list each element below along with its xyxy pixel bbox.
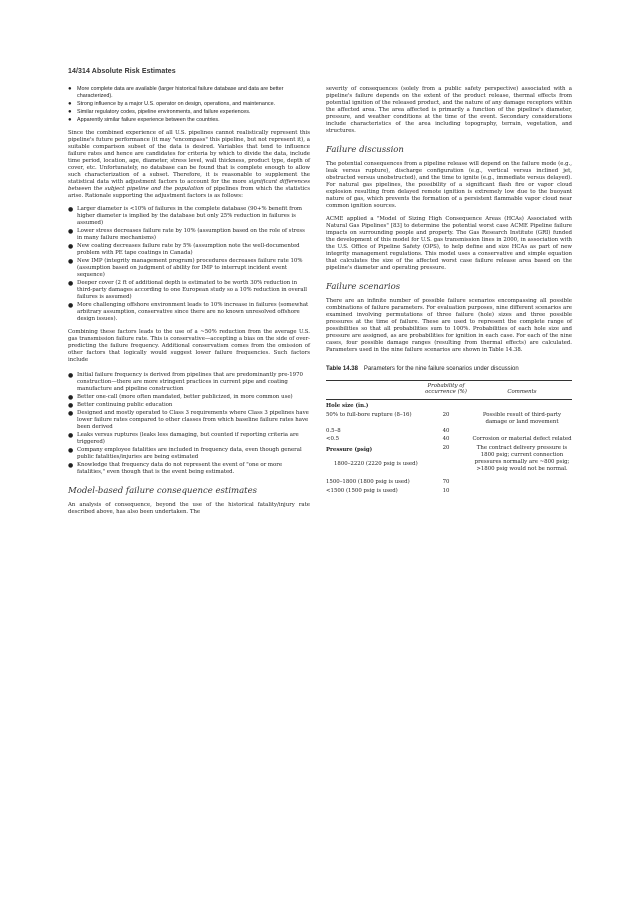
table-group-row [326,400,572,411]
list-item: ● Better continuing public education [68,402,173,409]
group-label-pressure: Pressure (psig) [326,447,373,454]
table-row [326,435,572,444]
paragraph-severity: severity of consequences (solely from a public safety perspective) associated with a pipeline's failure depends on the extent of the product release, thermal effects from potential ignition of the released product, and the nature of any damage receptors within the affected area. The area affected is primarily a function of the pipeline's diameter, pressure, and weather conditions at the time of the event. Secondary considerations include characteristics of the area including topography, terrain, vegetation, and structures. [326,86,572,134]
list-item: ● Leaks versus ruptures (leaks less damaging, but counted if reporting criteria are triggered) [68,432,299,445]
row-label: 1500–1800 (1800 psig is used) [326,479,410,486]
row-label: 1800–2220 (2220 psig is used) [334,461,418,468]
emphasis-text: significant differences between the subject pipeline and the population [68,179,310,192]
table-group-row [326,444,572,460]
bullet-icon: ● [68,101,72,107]
list-item: ● Strong influence by a major U.S. operator on design, operations, and maintenance. [68,101,276,107]
list-item: ● Knowledge that frequency data do not represent the event of "one or more fatalities," even though that is the event being estimated. [68,462,283,475]
paragraph-comparison-subset: Since the combined experience of all U.S. pipelines cannot realistically represent this pipeline's future performance (it may "encompass" this pipeline, but not represent it), a suitable comparison subset of the data is desired. Variables that tend to influence failure rates and hence are candidates for criteria by which to divide the data, include time period, location, age, diameter, stress level, wall thickness, product type, depth of cover, etc. Unfortunately, no database can be found that is complete enough to allow such characterization of a subset. Therefore, it is reasonable to supplement the statistical data with adjustment factors to account for the more significant differences between the subject pipeline and the population of pipelines from which the statistics arise. Rationale supporting the adjustment factors is as follows: [68,130,310,199]
table-header-row [326,380,572,400]
list-item: ● Similar regulatory codes, pipeline environments, and failure experiences. [68,109,251,115]
bullet-icon: ● [68,228,74,235]
list-item: ● Company employee fatalities are included in frequency data, even though general public fatalities/injuries are being estimated [68,447,302,460]
list-item: ● Deeper cover (2 ft of additional depth is estimated to be worth 30% reduction in third-party damages according to one European study so a 10% reduction in overall failures is assumed) [68,280,308,300]
section-heading-failure-scenarios: Failure scenarios [326,282,401,292]
bullet-icon: ● [68,243,74,250]
intro-bullet-list [68,86,310,124]
row-comment: Possible result of third-party damage or land movement [482,411,562,425]
row-probability: 40 [442,427,450,434]
other-factor-list [68,372,310,476]
bullet-icon: ● [68,372,74,379]
bullet-icon: ● [68,206,74,213]
row-comment [472,487,572,496]
row-label: <1500 (1500 psig is used) [326,488,398,495]
bullet-icon: ● [68,258,74,265]
bullet-icon: ● [68,86,72,92]
row-label: 50% to full-bore rupture (8–16) [326,411,412,418]
right-column [326,86,572,496]
table-row [326,487,572,496]
column-header-comments: Comments [507,389,537,396]
bullet-icon: ● [68,302,74,309]
table-caption [326,366,572,374]
list-item: ● Designed and mostly operated to Class 3 requirements where Class 3 pipelines have lower failure rates compared to other classes from which baseline failure rates have been derived [68,410,309,430]
list-item: ● New coating decreases failure rate by 5% (assumption note the well-documented problem with PE tape coatings in Canada) [68,243,300,256]
bullet-icon: ● [68,462,74,469]
row-probability: 10 [442,488,450,495]
row-probability: 20 [442,411,450,418]
column-header-empty [326,380,420,400]
table-row [326,473,572,487]
list-item: ● More complete data are available (larger historical failure database and data are better characterized). [68,86,284,99]
row-label: <0.5 [326,436,340,443]
bullet-icon: ● [68,447,74,454]
bullet-icon: ● [68,280,74,287]
list-item: ● Larger diameter is <10% of failures in the complete database (90+% benefit from higher diameter is implied by the database but only 25% reduction in failures is assumed) [68,206,303,226]
parameters-table [326,380,572,496]
bullet-icon: ● [68,410,74,417]
row-comment: The contract delivery pressure is 1800 psig; current connection pressures normally are ~800 psig; >1800 psig would not be normal. [474,445,570,472]
row-comment [472,427,572,436]
section-heading-model-based: Model-based failure consequence estimates [68,486,257,496]
paragraph-consequence-analysis: An analysis of consequence, beyond the use of the historical fatality/injury rate described above, has also been undertaken. The [68,502,310,515]
bullet-icon: ● [68,432,74,439]
table-row [326,411,572,427]
column-header-probability: Probability of occurrence (%) [425,382,467,396]
bullet-icon: ● [68,402,74,409]
paragraph-failure-discussion: The potential consequences from a pipeline release will depend on the failure mode (e.g., leak versus rupture), discharge configuration (e.g., vertical versus inclined jet, obstructed versus unobstructed), and the time to ignite (e.g., immediate versus delayed). For natural gas pipelines, the possibility of a significant flash fire or vapor cloud explosion resulting from delayed remote ignition is extremely low due to the buoyant nature of gas, which prevents the formation of a persistent flammable vapor cloud near common ignition sources. [326,161,572,209]
row-label: 0.5–8 [326,427,341,434]
section-heading-failure-discussion: Failure discussion [326,145,404,155]
list-item: ● Better one-call (more often mandated, better publicized, in more common use) [68,394,293,401]
row-probability: 70 [442,479,450,486]
bullet-icon: ● [68,394,74,401]
bullet-icon: ● [68,109,72,115]
row-probability: 40 [442,436,450,443]
paragraph-acme-model: ACME applied a "Model of Sizing High Consequence Areas (HCAs) Associated with Natural Gas Pipelines" [83] to determine the potential worst case ACME Pipeline failure impacts on surrounding people and property. The Gas Research Institute (GRI) funded the development of this model for U.S. gas transmission lines in 2000, in association with the U.S. Office of Pipeline Safety (OPS), to help define and size HCAs as part of new integrity management regulations. This model uses a conservative and simple equation that calculates the size of the affected worst case failure release area based on the pipeline's diameter and operating pressure. [326,216,572,271]
row-comment: Corrosion or material defect related [472,436,572,443]
row-comment [472,473,572,487]
list-item: ● New IMP (integrity management program) procedures decreases failure rate 10% (assumption based on judgment of ability for IMP to interrupt incident event sequence) [68,258,303,278]
table-title: Parameters for the nine failure scenarios under discussion [363,366,519,372]
table-row [326,427,572,436]
group-label-hole-size: Hole size (in.) [326,403,369,410]
left-column [68,86,310,522]
list-item: ● Initial failure frequency is derived from pipelines that are predominantly pre-1970 construction—there are more stringent practices in current pipe and coating manufacture and pipeline construction [68,372,303,392]
paragraph-combining-factors: Combining these factors leads to the use of a ~50% reduction from the average U.S. gas transmission failure rate. This is conservative—accepting a bias on the side of over-predicting the failure frequency. Additional conservatism comes from the omission of other factors that logically would suggest lower failure frequencies. Such factors include [68,329,310,363]
paragraph-failure-scenarios: There are an infinite number of possible failure scenarios encompassing all possible combinations of failure parameters. For evaluation purposes, nine different scenarios are examined involving permutations of three failure (hole) sizes and three possible pressures at the time of failure. These are used to represent the complete range of possibilities so that all probabilities sum to 100%. Probabilities of each hole size and pressure are assigned, as are probabilities for ignition in each case. For each of the nine cases, four possible damage ranges (resulting from thermal effects) are calculated. Parameters used in the nine failure scenarios are shown in Table 14.38. [326,298,572,353]
list-item: ● Apparently similar failure experience between the countries. [68,117,220,123]
table-label: Table 14.38 [326,366,358,372]
list-item: ● More challenging offshore environment leads to 10% increase in failures (somewhat arbitrary assumption, conservative since there are no known unresolved offshore design issues). [68,302,309,322]
row-probability: 20 [442,445,450,452]
list-item: ● Lower stress decreases failure rate by 10% (assumption based on the role of stress in many failure mechanisms) [68,228,305,241]
running-header: 14/314 Absolute Risk Estimates [68,68,176,75]
bullet-icon: ● [68,117,72,123]
adjustment-factor-list [68,206,310,323]
